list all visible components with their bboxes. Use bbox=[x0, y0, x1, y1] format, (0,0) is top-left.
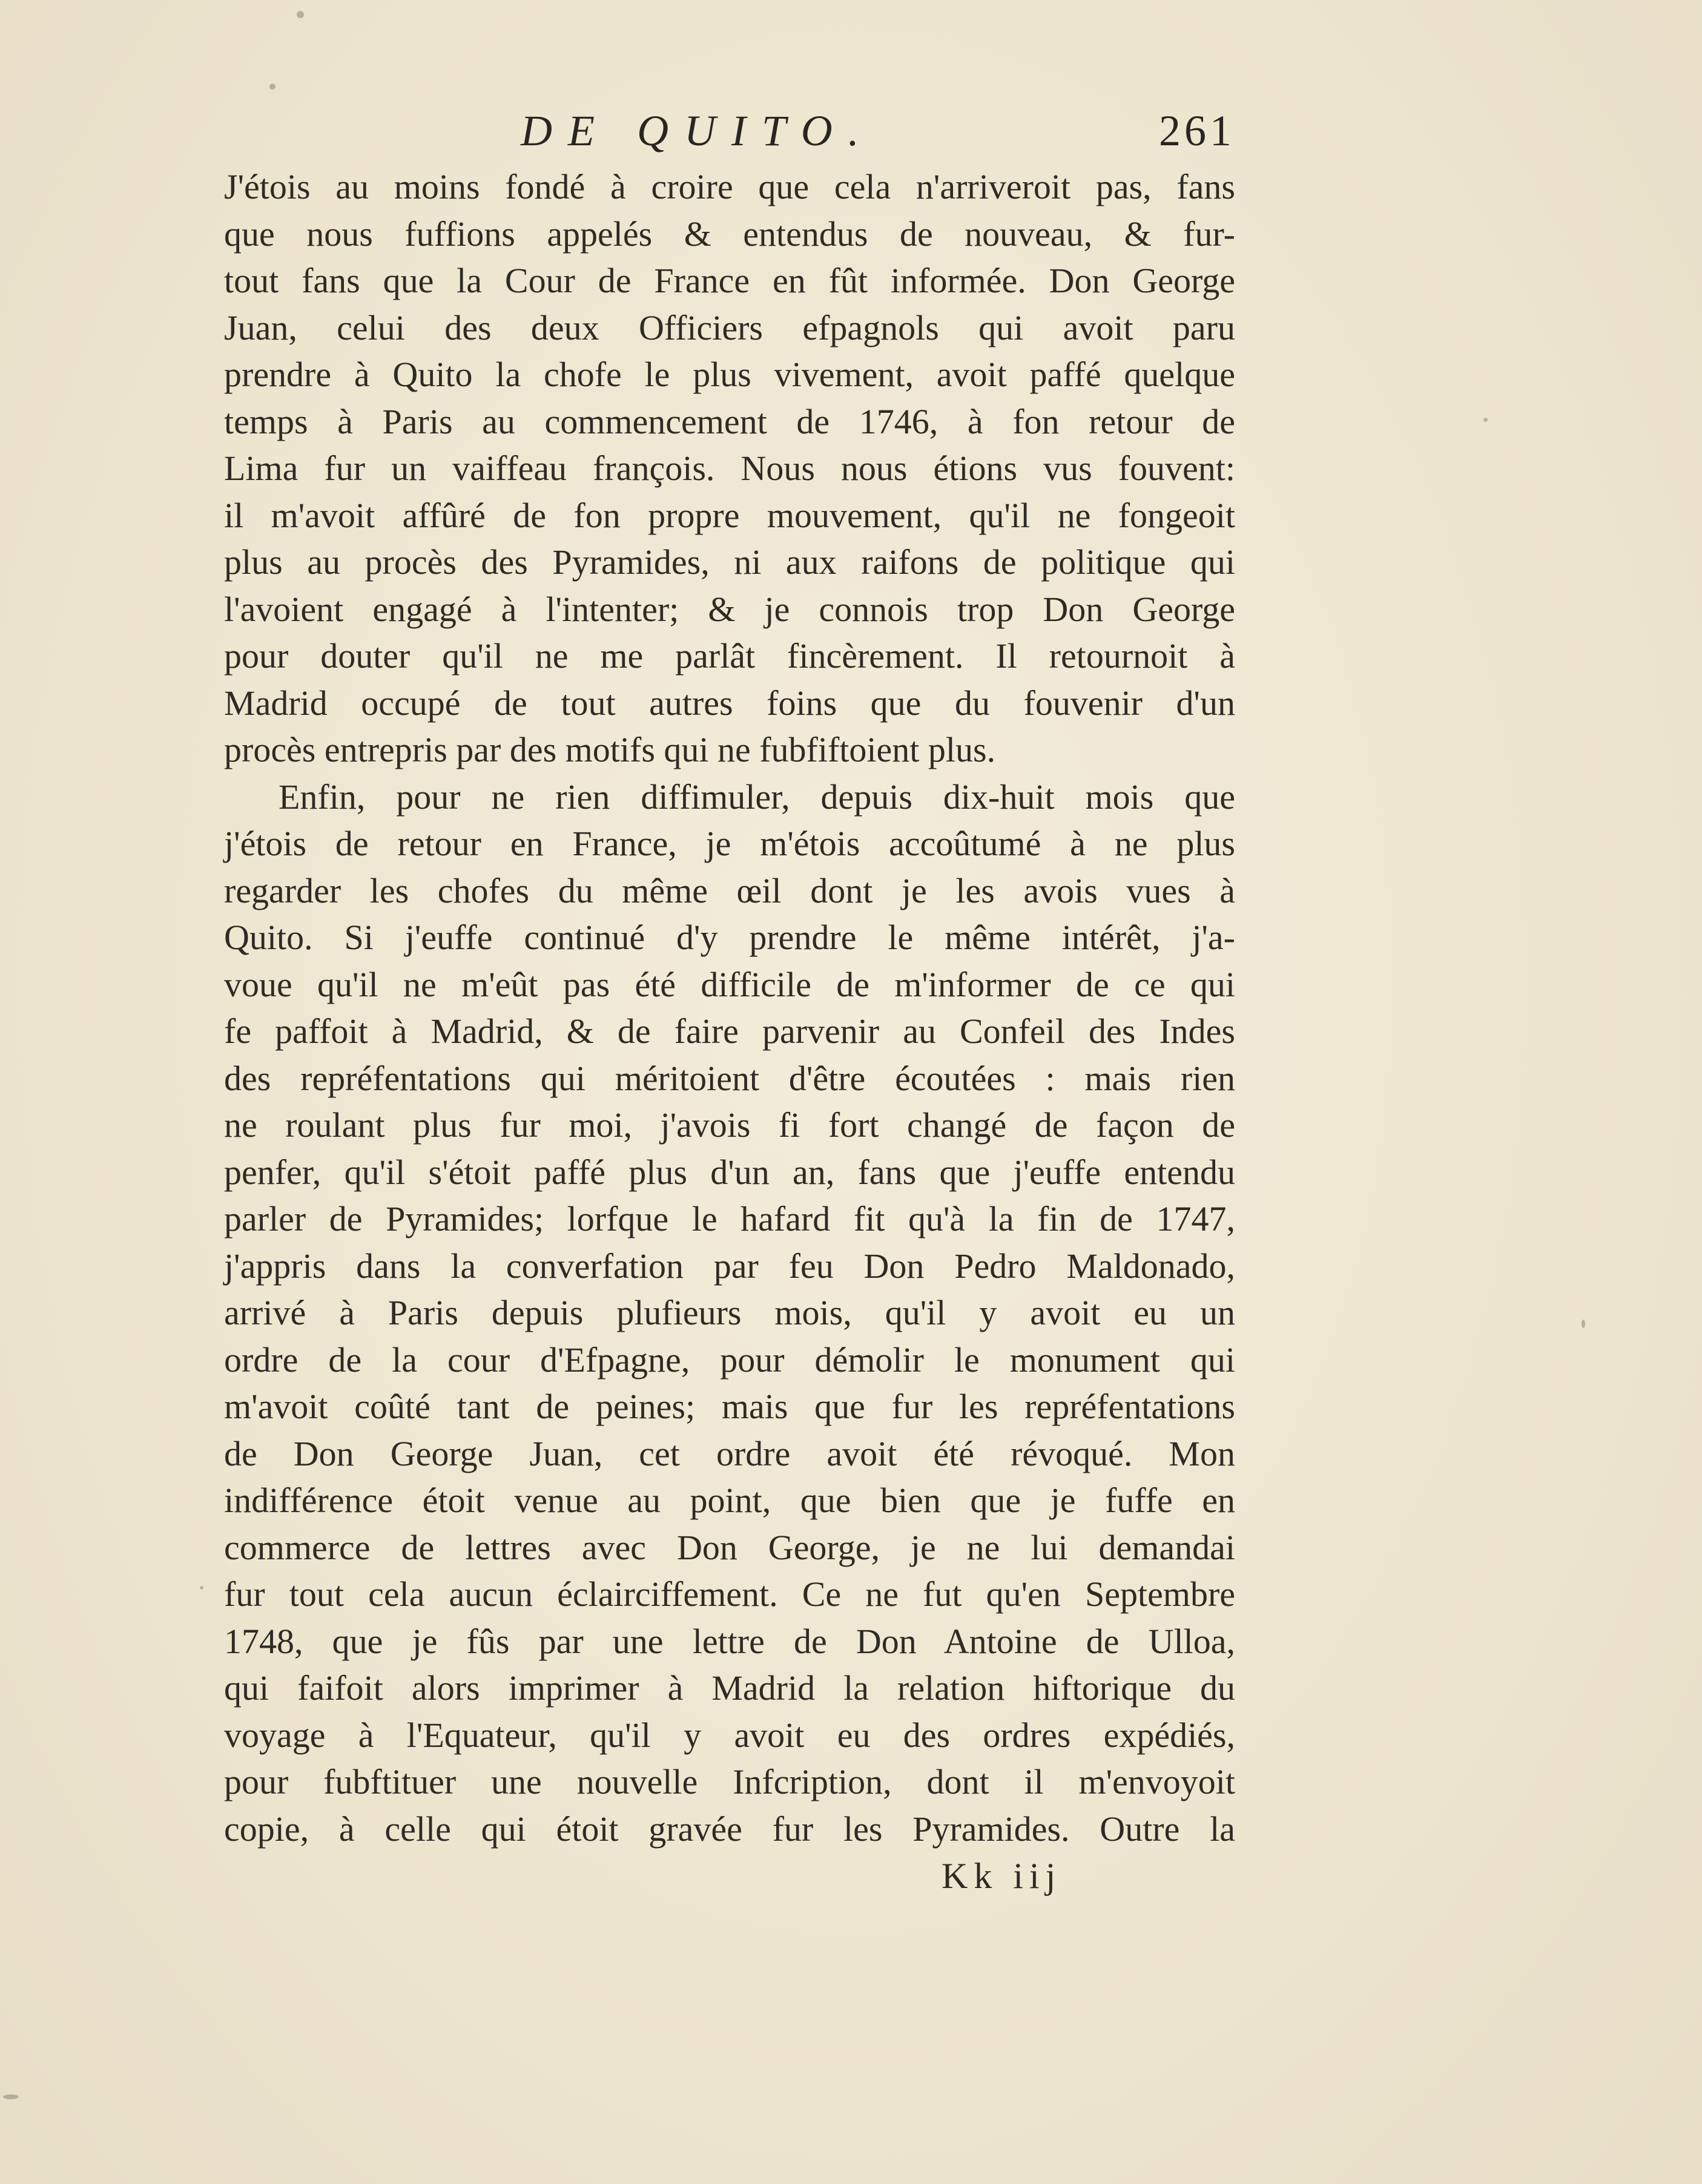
text-line: ordre de la cour d'Efpagne, pour démolir le monument qui bbox=[224, 1340, 1235, 1380]
page-header bbox=[521, 106, 1235, 160]
text-line: fe paffoit à Madrid, & de faire parvenir au Confeil des Indes bbox=[224, 1011, 1235, 1051]
running-title: DE QUITO. bbox=[521, 107, 875, 155]
text-line: copie, à celle qui étoit gravée fur les Pyramides. Outre la bbox=[224, 1809, 1235, 1849]
text-line: fur tout cela aucun éclairciffement. Ce ne fut qu'en Septembre bbox=[224, 1574, 1235, 1614]
text-line: plus au procès des Pyramides, ni aux raifons de politique qui bbox=[224, 542, 1235, 582]
text-line: procès entrepris par des motifs qui ne fubfiftoient plus. bbox=[224, 730, 996, 769]
text-line: arrivé à Paris depuis plufieurs mois, qu'il y avoit eu un bbox=[224, 1293, 1235, 1332]
text-line: j'appris dans la converfation par feu Don Pedro Maldonado, bbox=[224, 1246, 1235, 1286]
text-line: Madrid occupé de tout autres foins que du fouvenir d'un bbox=[224, 683, 1235, 723]
text-line: penfer, qu'il s'étoit paffé plus d'un an, fans que j'euffe entendu bbox=[224, 1152, 1235, 1192]
text-line: de Don George Juan, cet ordre avoit été révoqué. Mon bbox=[224, 1433, 1235, 1473]
paper-speck bbox=[297, 11, 304, 18]
text-line: j'étois de retour en France, je m'étois accoûtumé à ne plus bbox=[224, 824, 1235, 863]
text-line: Lima fur un vaiffeau françois. Nous nous étions vus fouvent: bbox=[224, 449, 1235, 488]
text-line: voue qu'il ne m'eût pas été difficile de m'informer de ce qui bbox=[224, 964, 1235, 1004]
text-line: des repréfentations qui méritoient d'être écoutées : mais rien bbox=[224, 1058, 1235, 1098]
text-line: parler de Pyramides; lorfque le hafard fit qu'à la fin de 1747, bbox=[224, 1199, 1235, 1238]
text-line: prendre à Quito la chofe le plus vivement, avoit paffé quelque bbox=[224, 355, 1235, 394]
paper-speck bbox=[200, 1586, 203, 1590]
text-line: m'avoit coûté tant de peines; mais que fur les repréfentations bbox=[224, 1387, 1235, 1426]
text-line: tout fans que la Cour de France en fût informée. Don George bbox=[224, 261, 1235, 300]
text-line: regarder les chofes du même œil dont je les avois vues à bbox=[224, 870, 1235, 910]
text-line: Juan, celui des deux Officiers efpagnols qui avoit paru bbox=[224, 308, 1235, 347]
text-line: J'étois au moins fondé à croire que cela n'arriveroit pas, fans bbox=[224, 167, 1235, 206]
text-line: qui faifoit alors imprimer à Madrid la relation hiftorique du bbox=[224, 1668, 1235, 1708]
paper-speck bbox=[269, 84, 275, 90]
text-line: voyage à l'Equateur, qu'il y avoit eu des ordres expédiés, bbox=[224, 1715, 1235, 1755]
text-line: indifférence étoit venue au point, que bien que je fuffe en bbox=[224, 1481, 1235, 1520]
paper-speck bbox=[3, 2094, 19, 2099]
text-line: 1748, que je fûs par une lettre de Don Antoine de Ulloa, bbox=[224, 1621, 1235, 1661]
body-text bbox=[224, 163, 1235, 1852]
text-line: pour fubftituer une nouvelle Infcription, dont il m'envoyoit bbox=[224, 1762, 1235, 1801]
page-number: 261 bbox=[1159, 107, 1235, 155]
text-line: il m'avoit affûré de fon propre mouvement, qu'il ne fongeoit bbox=[224, 495, 1235, 535]
paper-speck bbox=[1483, 418, 1488, 422]
text-line: Quito. Si j'euffe continué d'y prendre le même intérêt, j'a- bbox=[224, 918, 1235, 957]
text-line: commerce de lettres avec Don George, je ne lui demandai bbox=[224, 1527, 1235, 1567]
text-line: ne roulant plus fur moi, j'avois fi fort changé de façon de bbox=[224, 1105, 1235, 1145]
paper-speck bbox=[1582, 1320, 1585, 1328]
text-line: que nous fuffions appelés & entendus de nouveau, & fur- bbox=[224, 214, 1235, 254]
text-line: l'avoient engagé à l'intenter; & je connois trop Don George bbox=[224, 589, 1235, 629]
text-line: temps à Paris au commencement de 1746, à fon retour de bbox=[224, 401, 1235, 441]
signature-mark: Kk iij bbox=[942, 1856, 1062, 1896]
text-line: pour douter qu'il ne me parlât fincèrement. Il retournoit à bbox=[224, 636, 1235, 676]
text-line: Enfin, pour ne rien diffimuler, depuis dix-huit mois que bbox=[279, 777, 1235, 817]
